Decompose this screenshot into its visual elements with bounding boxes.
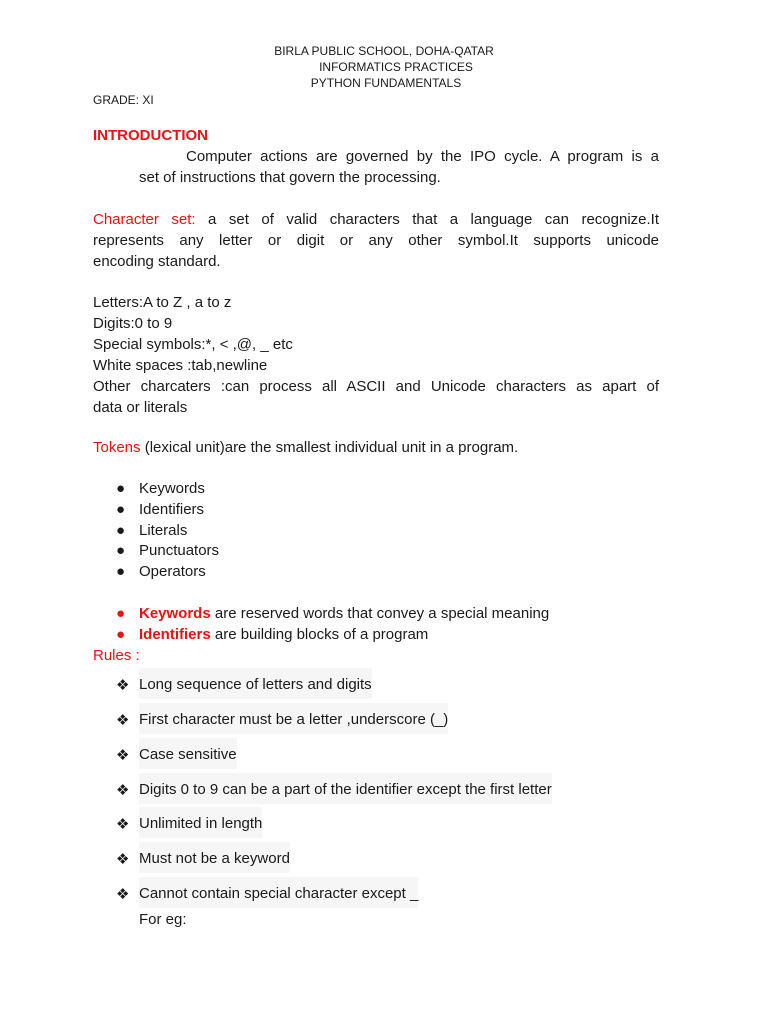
list-item: Punctuators xyxy=(139,542,220,559)
school-name: BIRLA PUBLIC SCHOOL, DOHA-QATAR xyxy=(274,44,494,58)
list-item: Cannot contain special character except _ xyxy=(139,877,418,908)
keywords-definition xyxy=(139,605,549,622)
tokens-text: (lexical unit)are the smallest individual unit in a program. xyxy=(140,439,519,456)
digits-line: Digits:0 to 9 xyxy=(93,315,173,332)
tokens-line xyxy=(93,437,518,458)
four-diamond-icon: ❖ xyxy=(116,677,130,694)
list-item: First character must be a letter ,underscore (_) xyxy=(139,703,448,734)
four-diamond-icon: ❖ xyxy=(116,712,130,729)
intro-line-1: Computer actions are governed by the IPO cycle. A program is a xyxy=(186,148,659,165)
topic-title: PYTHON FUNDAMENTALS xyxy=(310,76,462,90)
list-item: Long sequence of letters and digits xyxy=(139,668,372,699)
intro-line-2: set of instructions that govern the processing. xyxy=(139,169,441,186)
grade-label: GRADE: XI xyxy=(93,93,154,107)
list-item: Case sensitive xyxy=(139,738,237,769)
charset-line-2: represents any letter or digit or any other symbol.It supports unicode xyxy=(93,232,659,249)
identifiers-text: are building blocks of a program xyxy=(210,626,429,643)
charset-line-3: encoding standard. xyxy=(93,253,221,270)
letters-line: Letters:A to Z , a to z xyxy=(93,294,232,311)
white-spaces-line: White spaces :tab,newline xyxy=(93,357,268,374)
red-circle-icon: ● xyxy=(116,626,126,643)
other-line-2: data or literals xyxy=(93,399,188,416)
keywords-text: are reserved words that convey a special meaning xyxy=(210,605,550,622)
charset-line-1: a set of valid characters that a language can recognize.It xyxy=(208,211,659,228)
tokens-label: Tokens xyxy=(93,439,141,456)
four-diamond-icon: ❖ xyxy=(116,747,130,764)
red-circle-icon: ● xyxy=(116,605,126,622)
list-item: Identifiers xyxy=(139,501,205,518)
black-circle-icon: ● xyxy=(116,522,126,539)
four-diamond-icon: ❖ xyxy=(116,782,130,799)
identifiers-definition xyxy=(139,626,428,643)
black-circle-icon: ● xyxy=(116,501,126,518)
other-characters-paragraph xyxy=(93,376,659,418)
keywords-label: Keywords xyxy=(139,605,211,622)
subject-title: INFORMATICS PRACTICES xyxy=(319,60,473,74)
other-line-1: Other charcaters :can process all ASCII and Unicode characters as apart of xyxy=(93,378,659,395)
charset-label: Character set: xyxy=(93,211,196,228)
black-circle-icon: ● xyxy=(116,563,126,580)
list-item: Operators xyxy=(139,563,206,580)
four-diamond-icon: ❖ xyxy=(116,816,130,833)
for-example-label: For eg: xyxy=(139,911,187,928)
black-circle-icon: ● xyxy=(116,542,126,559)
four-diamond-icon: ❖ xyxy=(116,886,130,903)
list-item: Must not be a keyword xyxy=(139,842,290,873)
identifiers-label: Identifiers xyxy=(139,626,211,643)
black-circle-icon: ● xyxy=(116,480,126,497)
charset-paragraph xyxy=(93,209,659,272)
intro-heading: INTRODUCTION xyxy=(93,127,208,144)
list-item: Keywords xyxy=(139,480,205,497)
list-item: Digits 0 to 9 can be a part of the identifier except the first letter xyxy=(139,773,552,804)
list-item: Literals xyxy=(139,522,188,539)
intro-paragraph xyxy=(186,146,659,167)
rules-heading: Rules : xyxy=(93,647,140,664)
list-item: Unlimited in length xyxy=(139,807,262,838)
special-symbols-line: Special symbols:*, < ,@, _ etc xyxy=(93,336,293,353)
four-diamond-icon: ❖ xyxy=(116,851,130,868)
